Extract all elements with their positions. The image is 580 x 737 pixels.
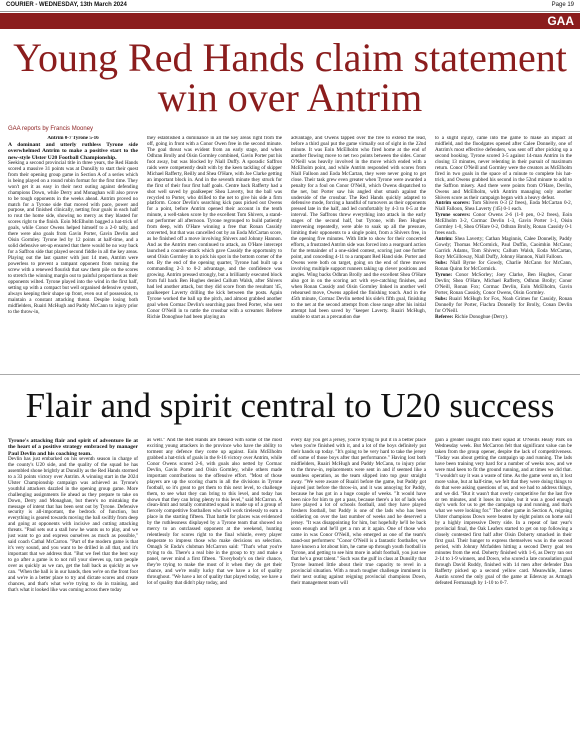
story1-scoreline: Antrim 0-7 Tyrone 5-16 — [47, 136, 99, 141]
antrim-team: Shea Laverty; Cathan Maginnis, Calee Donnelly, Paddy Gowdy; Thomas McCormick, Paul Duffin, Caoimhin McCann; Garrick Adams, Tom Shivers; Callum Walsh, Eoda McCartan, Rory McGilloway, Niall Duffy, Johnny Hannon, Niall Falloon. — [435, 236, 572, 261]
story1-lead: A dominant and utterly ruthless Tyrone side overwhelmed Antrim to make a positive start to the new-style Ulster U20 Football Championship. — [8, 141, 138, 161]
story2-headline: Flair and spirit central to U20 success — [25, 386, 555, 425]
story2-column-1 — [8, 438, 138, 733]
story1-column-4 — [435, 136, 572, 370]
story1-column-2 — [147, 136, 282, 370]
section-banner — [0, 13, 580, 29]
antrim-scorers: Tom Shivers 0-3 (2 frees), Eoda McCartan 0-2, Niall Falloon, Shea Laverty ('45) 0-1 each. — [435, 200, 572, 213]
story2-column-3 — [291, 438, 426, 733]
story2-text-3: every day you get a jersey, you're trying to put it in a better place when you're finished with it, and a lot of the boys definitely put their hands up today. "It's going to be very hard to take the jersey off some of those boys after that performance." Having lost both midfielders, Ruairi McHugh and Paddy McCann, to injury prior to the throw-in, replacements were sent in and if seemed like a seamless operation, as the team slipped into top gear straight away. "We were aware of Ruairi before the game, but Paddy got injured just before the throw-in, and it was annoying for Paddy, because he has got in a huge couple of weeks. "It would have been nice for him to get a pass, because there's a lot of lads who have played a lot of schools football, and they have played freshers football, but Paddy is one of the lads who has been soldiering on over the last number of weeks and he deserved a jersey. "It was disappointing for him, but hopefully he'll be back soon enough and he'll get a run at it again. One of those who came in was Conor O'Neill, who emerged as one of the team's stand-out performers: "Conor O'Neill is a fantastic footballer, we have known a lot about him, he came up through youth football in Tyrone, and getting to see him more in adult football, you just see that he's a great talent." Such was the gulf in class at Dunsilly that Tyrone learned little about their true capacity to revel in a provincial situation. With a much tougher challenge imminent in their next outing against reigning provincial champions Down, their management team will — [291, 438, 426, 586]
publication-date: COURIER - WEDNESDAY, 13th March 2024 — [6, 2, 127, 8]
antrim-subs: Niall Byrne for Gowdy, Charlie McCann for McCann, Ronan Quinn for McCormick. — [435, 260, 572, 272]
page-number: Page 19 — [551, 2, 574, 8]
story1-headline: Young Red Hands claim statement win over Antrim — [13, 35, 567, 120]
story1-text-1: Seeking a second provincial title in three years, the Red Hands scored a massive 31 points was at Dunsilly to start their quest from their opening group game in Section A of a series which is being played on a round robin format for the first time. They won't get it as easy in their next outing against defending champions Down, while Derry and Monaghan will also prove to be tough opponents in the weeks ahead. Antrim proved no match for a Tyrone side that moved with pace, power and purpose, and finished clinically, netting four goals in each half to rout the home side, showing no mercy as they blasted for scores right to the finish. Eoin McElholm bagged a hat-trick of goals, while Conor Owens helped himself to a 2-0 tally, and there were also goals from Gavin Porter, Gavin Devlin and Oisin Gormley. Tyrone led by 12 points at half-time, and a solid defensive set-up ensured that there would be no way back for a Saffron side that played second fiddle in all the key areas. Playing out the last quarter with just 14 men, Antrim were powerless to prevent a rampant opponent from turning the screw with a renewed flourish that saw them pile on the scores to stretch the winning margin out to painful proportions as their opponents wilted. Tyrone played into the wind in the first half, setting up with a compact but well organised defensive system, always keeping their shape up front, even out of possession, to maintain a constant attacking threat. Despite losing both midfielders, Ruairi McHugh and Paddy McCann to injury prior to the throw-in, — [8, 159, 138, 315]
section-label: GAA — [547, 14, 574, 28]
story-divider — [0, 374, 580, 375]
story1-column-3 — [291, 136, 426, 370]
tyrone-subs: Ruairi McHugh for Fox, Noah Grimes for Cassidy, Ronan Donnelly for Porter, Fiachra Donnelly for Brolly, Conan Devlin for O'Neill. — [435, 295, 572, 314]
referee: Richie Donoghue (Derry). — [454, 313, 509, 320]
tyrone-team: Conor McSorley; Joey Clarke, Ben Hughes, Conor Devlin; Shea O'Hare, Michael Rafferty, Odhran Brolly; Conor O'Neill, Ronan Fox; Cormac Devlin, Eoin McElholm, Gavin Porter, Ronan Cassidy, Conor Owens, Oisin Gormley. — [435, 271, 572, 296]
tyrone-scorers: Conor Owens 2-6 (1-0 pen, 0-2 frees), Eoin McElholm 3-2, Cormac Devlin 1-3, Gavin Porter 1-1, Oisin Gormley 1-0, Shea O'Hare 0-2, Odhran Brolly, Ronan Cassidy 0-1 frees each. — [435, 212, 572, 237]
tyrone-team-label: Tyrone: — [435, 271, 453, 278]
story1-text-4: to a slight injury, came into the game to make an impact at midfield, and the floodgates opened after Calee Donnelly, one of Antrim's most effective defenders, was sent off after picking up a second booking. Tyrone scored 3-5 against 14-man Antrim in the closing 13 minutes, never relenting in their pursuit of maximum return. Conor O'Neill and Gormley were the creators as McElholm fired in two goals in the space of a minute to complete his hat-trick, and Owens grabbed his second in the 52nd minute to add to the Saffron misery. And there were points from O'Hare, Devlin, Owens and McElholm, with Antrim managing only another Shivers score as their campaign began with a heavy defeat. — [435, 136, 572, 201]
story2-text-1: Devlin has just embarked on his seventh season in charge of the county's U20 side, and the quality of the squad he has assembled shone brightly at Dunsilly as the Red Hands stormed to a 33 points victory over Antrim. A winning start in the 2024 Ulster Championship campaign was achieved as Tyrone's youthful attackers dazzled in the opening group game. More challenging assignments lie ahead as they prepare to take on Down, Derry and Monaghan, but there's no mistaking the message of intent that has been sent out by Tyrone. Defensive security is all-important, the bedrock of function, but everything is geared towards moving the ball swiftly from deep and going at opponents with incisive and cutting attacking threats. "Paul sets out a stall how he wants us to play, and we just want to go and express ourselves as much as possible," said coach Cathal McCarron. "Part of the modern game is that it's very sound, and you want to be drilled in all that, and it's important that we address that. "But we feel that the best way to go after a game is to not roll your sleeves up, turn people over as quickly as we can, get the ball back as quickly as we can. "When the ball is in our hands, then we're on the front foot and we're in a better place to try and dictate scores and create chances, and that's what we're trying to do in training, and that's what it looked like was coming across there today — [8, 455, 138, 593]
story2-lead: Tyrone's attacking flair and spirit of adventure lie at the heart of a positive strategy embraced by manager Paul Devlin and his coaching team. — [8, 438, 138, 457]
referee-label: Referee: — [435, 313, 454, 320]
story2-column-4 — [435, 438, 572, 733]
story2-text-2: as well." And the Red Hands are blessed with some of the most exciting young attackers in the province who have the ability to torment any defence they come up against. Eoin McElholm grabbed a hat-trick of goals in the 8-16 victory over Antrim, while Conor Owens scored 2-6, with goals also netted by Cormac Devlin, Gavin Porter and Oisin Gormley, while others made important contributions to the offensive effort. "Most of those players are up the scoring charts in all the divisions in Tyrone football, so it's great to get them to this next level, to challenge them, to see what they can bring to this level, and today has shown that they can bring plenty to this level," said McCarron. A clean-limit and totally committed squad is made up of a group of fiercely competitive footballers who will work tirelessly to earn a place in the starting fifteen. That battle for places was evidenced by the ruthlessness displayed by a Tyrone team that showed no mercy to an outclassed opponent at the weekend, hunting relentlessly for scores right to the final whistle, every player desperate to impress those who make decisions on selection. Omagh St Enda's clubman McCarron said: "That's what you're trying to do. There's a real bite in the group to try and make a panel, never mind a first fifteen. "Everybody's on their chance, they're trying to make the most of it when they do get their chance, and we're really lucky that we have a lot of quality throughout. "We have a lot of quality that played today, we have a lot of quality that didn't play today, and — [147, 438, 282, 586]
story1-column-1 — [8, 136, 138, 370]
tyrone-subs-label: Subs: — [435, 295, 448, 302]
page-header — [0, 0, 580, 14]
story1-byline: GAA reports by Francis Mooney — [8, 126, 94, 132]
antrim-subs-label: Subs: — [435, 260, 448, 267]
antrim-scorers-label: Antrim scorers: — [435, 200, 471, 207]
antrim-team-label: Antrim: — [435, 236, 453, 243]
header-rule — [0, 11, 580, 12]
tyrone-scorers-label: Tyrone scorers: — [435, 212, 471, 219]
story2-column-2 — [147, 438, 282, 733]
story1-text-2: they established a dominance in all the key areas right from the off, going in front with a Conor Owen free in the second minute. The goal threat was evident from an early stage, and when Odhran Brolly and Oisin Gormley combined, Gavin Porter put his foot away, but was blocked by Niall Duffy. A sporadic Saffron raids were competently dealt with by the keen tackling of skipper Michael Rafferty, Reilly and Shea O'Hare, with Joe Clarke getting an important block in. And in the seventh minute they struck for the first of their four first half goals. Centre back Rafferty had a shot well saved by goalkeeper Shea Laverty, but the ball was recycled to Porter, who drilled to the net to give his side a firm platform. Conor Devlin's searching kick pass picked out Owens for a point, before Antrim opened their account in the tenth minute, a well-taken score by the excellent Tom Shivers, a stand-out performer all afternoon. Tyrone regrouped to build patiently from deep, with O'Hare winning a free that Ronan Cassidy converted, but that was cancelled out by an Eoda McCartan score, as he finished off a move involving Shivers and Johnny Hannon. And as the Antrim men continued to attack, an O'Hare intercept launched a counter-attack which gave Cassidy the opportunity to send Oisin Gormley in to pick his spot in the bottom corner of the net. By the end of the opening quarter, Tyrone had built up a commanding 2-3 to 0-2 advantage, and the confidence was growing. Antrim pressed strongly, but a brilliantly executed block from full back Ben Hughes denied Callum Walsh, after Shivers had led another attack, but they did score from the resultant '45, goalkeeper Laverty drilling the kick between the posts. Again Tyrone worked the ball up the pitch, and almost grabbed another goal when Cormac Devlin's searching pass freed Porter, who sent Conor O'Neill in to rattle the crossbar with a screamer. Referee Richie Donoghue had been playing an — [147, 136, 282, 320]
story1-text-3: advantage, and Owens tapped over the free to extend the lead, before a third goal put the game virtually out of sight in the 22nd minute. It was Eoin McElholm who fired home at the end of another flowing move to net two points between the sides. Conor O'Neill was heavily involved in the move which ended with a McElholm point, and while Antrim responded with scores from Niall Falloon and Eoda McCartan, they were never going to get close. Their task grew even greater when Tyrone were awarded a penalty for a foul on Conor O'Neill, which Owens dispatched to the net, but Porter saw his angled shot smash against the underside of the crossbar. The Red Hands quickly adapted to defensive mode, forcing a handful of turnovers as their opponents pressed late in the half, and led comfortably by 4-3 to 0-5 at the interval. The Saffrons threw everything into attack in the early stages of the second half, but Tyrone, with Ben Hughes intervening repeatedly, were able to soak up all the pressure, limiting their opponents to a single point, from a Shivers free, in the opening five minutes. With little to show for their concerted efforts, a frustrated Antrim side was forced into a rearguard action for the remainder of a one-sided contest, scoring just one further point, and conceding 4-11 to a rampant Red Hand side. Porter and Owens were both on target, going on the end of three moves involving multiple support runners taking up clever positions and angles. Wing backs Odhran Brolly and the excellent Shea O'Hare also got in on the scoring act with eye-catching finishes, and when Ronan Cassidy and Oisin Gormley linked in another well rehearsed move, Owens applied the finishing touch. And in the 45th minute, Cormac Devlin netted his side's fifth goal, finishing to the net at the second attempt from close range after his initial attempt had been saved by "keeper Laverty. Ruairi McHugh, unable to start as a precaution due — [291, 136, 426, 320]
story2-text-4: gain a greater insight into their squad at O'Neills Healy Park on Wednesday week. But McCarron felt that significant value can be taken from the group opener, despite the lack of competitiveness. "Today was about getting the campaign up and running. The lads have been training very hard for a number of weeks now, and we were mad keen to fit the ground running, and at times we did that. "I wouldn't say it was a waste of time. As the game went on, it lost more value, but at half-time, we felt that they were doing things to do that were asking questions of us, and we had to address things, and we did. "But it wasn't that overly competitive for the last five or ten minutes, and it loses its value, but it was a good enough day's work for us to get the campaign up and running, and that's what we were looking for." The other game in Section A, reigning Ulster champions Down were beaten by eight points on home soil by a highly impressive Derry side. In a repeat of last year's provincial final, the Oak Leafers started to get on top following a closely contested first half after Oisin Doherty smacked in their first goal. Their hunger to express themselves was in the second period, with Johnny Mcfadden hitting a second Derry goal ten minutes from the end. Doherty finished with 1-6, as Derry ran out 2-14 to 1-9 winners, and Down, who scored a late consolation goal through David Ruddy, finished with 14 men after defender Dan Rafferty picked up a second yellow card. Meanwhile, James Austin scored the only goal of the game at Edenvay as Armagh defeated Fermanagh by 1-10 to 0-7. — [435, 438, 572, 586]
